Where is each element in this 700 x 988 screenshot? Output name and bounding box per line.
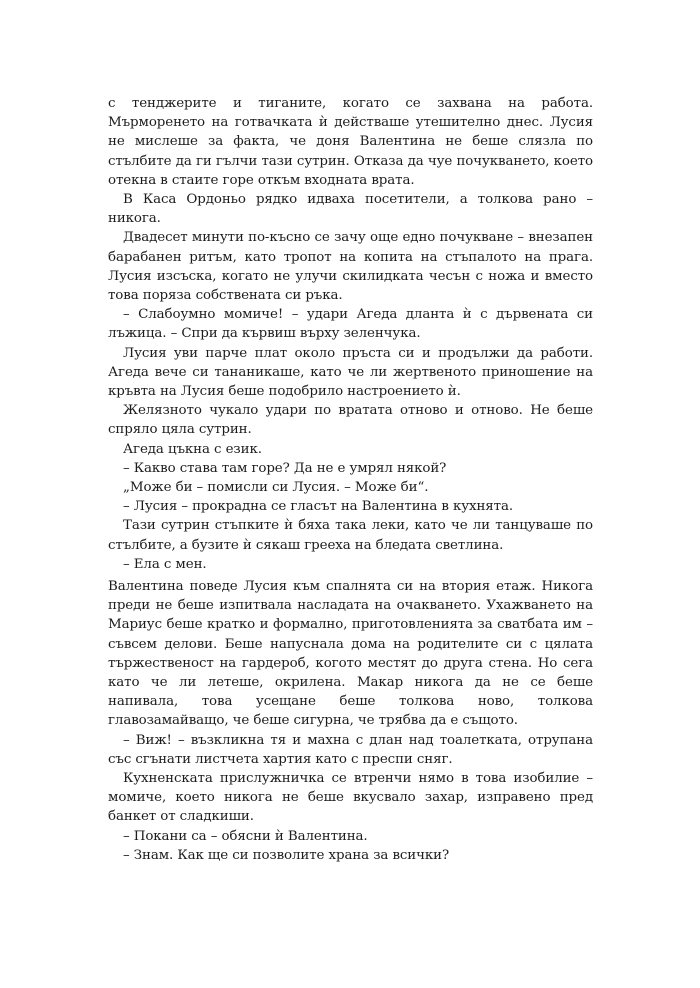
dialogue-paragraph: – Знам. Как ще си позволите храна за всички? [123, 847, 450, 863]
dialogue-paragraph: – Лусия – прокрадна се гласът на Валентина в кухнята. [123, 499, 514, 515]
section-2-text [108, 577, 593, 865]
dialogue-paragraph: – Слабоумно момиче! – удари Агеда дланта ѝ с дървената си лъжица. – Спри да кървиш върху зеленчука. [108, 307, 593, 342]
paragraph: В Каса Ордоньо рядко идваха посетители, а толкова рано – никога. [108, 192, 593, 227]
dialogue-paragraph: – Покани са – обясни ѝ Валентина. [123, 828, 368, 844]
thought-paragraph: „Може би – помисли си Лусия. – Може би“. [123, 480, 429, 496]
paragraph: Двадесет минути по-късно се зачу още едно почукване – внезапен барабанен ритъм, като тропот на копита на стъпалото на прага. Лусия изсъска, когато не улучи скилидката чесън с ножа и вместо това поряза собствената си ръка. [108, 230, 593, 304]
paragraph: Валентина поведе Лусия към спалнята си на втория етаж. Никога преди не беше изпитвала насладата на очакването. Ухажването на Мариус беше кратко и формално, приготовленията за сватбата им – съвсем делови. Беше напуснала дома на родителите си с цялата тържественост на гардероб, когото местят до друга стена. Но сега като че ли летеше, окрилена. Макар никога да не се беше напивала, това усещане беше толкова ново, толкова главозамайващо, че беше сигурна, че трябва да е същото. [108, 579, 593, 729]
paragraph: Кухненската прислужничка се втренчи нямо в това изобилие – момиче, което никога не беше вкусвало захар, изправено пред банкет от сладкиши. [108, 771, 593, 825]
dialogue-paragraph: – Ела с мен. [123, 556, 207, 572]
paragraph: Тази сутрин стъпките ѝ бяха така леки, като че ли танцуваше по стълбите, а бузите ѝ сякаш грееха на бледата светлина. [108, 518, 593, 553]
dialogue-paragraph: – Виж! – възкликна тя и махна с длан над тоалетката, отрупана със сгънати листчета хартия като с преспи сняг. [108, 732, 593, 767]
paragraph: Агеда цъкна с език. [123, 441, 262, 457]
dialogue-paragraph: – Какво става там горе? Да не е умрял някой? [123, 460, 447, 476]
paragraph: с тенджерите и тиганите, когато се захвана на работа. Мърморенето на готвачката ѝ действаше утешително днес. Лусия не мислеше за факта, че доня Валентина не беше слязла по стълбите да ги гълчи тази сутрин. Отказа да чуе почукването, което отекна в стаите горе откъм входната врата. [108, 96, 593, 188]
paragraph: Желязното чукало удари по вратата отново и отново. Не беше спряло цяла сутрин. [108, 403, 593, 438]
paragraph: Лусия уви парче плат около пръста си и продължи да работи. Агеда вече си тананикаше, като че ли жертвеното приношение на кръвта на Лусия беше подобрило настроението ѝ. [108, 345, 593, 400]
section-1-text [108, 94, 593, 574]
